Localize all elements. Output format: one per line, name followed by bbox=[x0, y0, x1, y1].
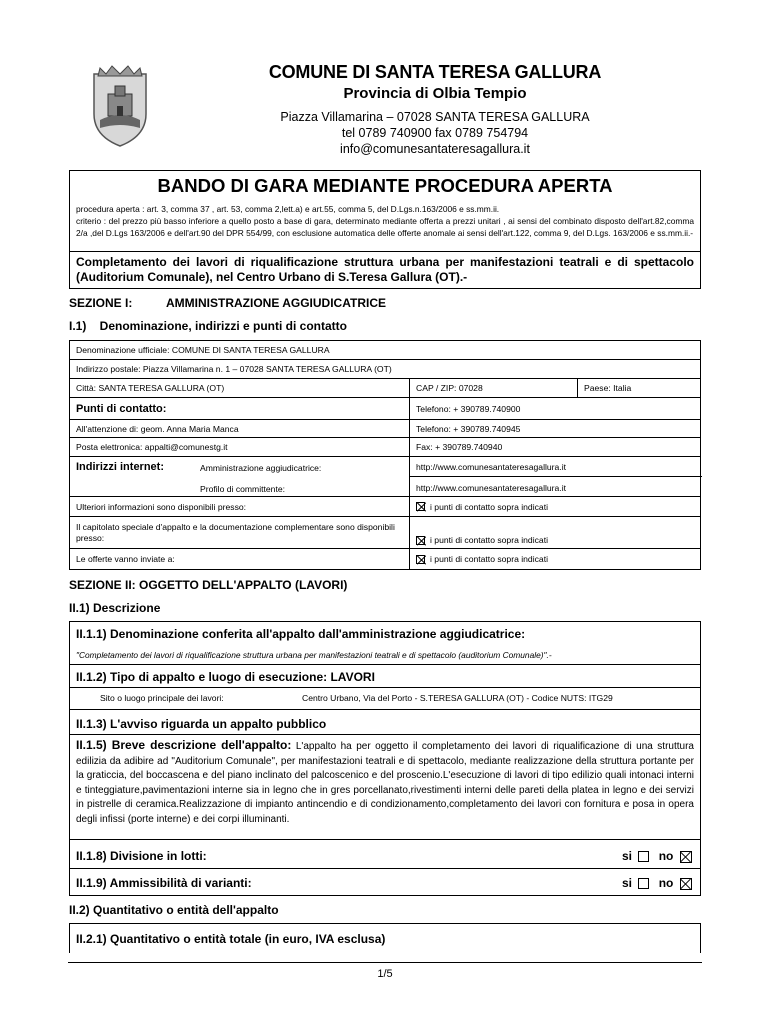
country: Paese: Italia bbox=[584, 383, 632, 393]
ii-1-3-box bbox=[69, 709, 701, 735]
bando-procedure-line: procedura aperta : art. 3, comma 37 , art. 53, comma 2,lett.a) e art.55, comma 5, del D.Lgs.n.163/2006 e ss.mm.ii. bbox=[76, 204, 500, 214]
internet-addresses-label: Indirizzi internet: bbox=[76, 461, 164, 473]
bando-procedure bbox=[76, 203, 694, 239]
postal-address: Indirizzo postale: Piazza Villamarina n. 1 – 07028 SANTA TERESA GALLURA (OT) bbox=[76, 364, 392, 374]
yes-label: si bbox=[622, 876, 633, 890]
bando-criterion-line: criterio : del prezzo più basso inferiore a quello posto a base di gara, determinato mediante offerta a prezzi unitari , ai sensi del combinato disposto dell'art.82,comma 2/a ,del D.Lgs 163/2006 e dell'art.90 del DPR 554/99, con esclusione automatica delle offerte anomale ai sensi dell'art.122, comma 9, del D.Lgs. 163/2006 e ss.mm.ii.- bbox=[76, 216, 694, 238]
ii-1-1-box bbox=[69, 621, 701, 665]
ii-2-1-title: II.2.1) Quantitativo o entità totale (in euro, IVA esclusa) bbox=[76, 932, 386, 946]
table-row bbox=[69, 379, 701, 398]
further-info-cell bbox=[410, 497, 702, 516]
offers-cell bbox=[410, 549, 702, 569]
official-name: Denominazione ufficiale: COMUNE DI SANTA TERESA GALLURA bbox=[76, 345, 330, 355]
section-1-name: AMMINISTRAZIONE AGGIUDICATRICE bbox=[166, 296, 386, 310]
telephone-1: Telefono: + 390789.740900 bbox=[416, 403, 521, 414]
divider bbox=[70, 687, 700, 688]
buyer-profile-label: Profilo di committente: bbox=[200, 484, 286, 494]
yes-label: si bbox=[622, 849, 633, 863]
email-address: Posta elettronica: appalti@comunestg.it bbox=[70, 438, 410, 456]
divider bbox=[410, 476, 702, 477]
documents-value: i punti di contatto sopra indicati bbox=[430, 535, 548, 545]
bando-box bbox=[69, 170, 701, 252]
ii-1-5-text: L'appalto ha per oggetto il completamento dei lavori di riqualificazione di una struttura edilizia da adibire ad "Auditorium Comunale", per manifestazioni teatrali e di spettacolo, mediante realizzazione della struttura portante per la graticcia, del boccascena e del piano inclinato del palcoscenico e del proscenio.L'esecuzione di lavori di tipo edilizio quali intonaci interni e tinteggiature,pavimentazioni interne sia in legno che in gres porcellanato,rivestimenti interni delle pareti della platea in legno e dei servizi in pistrelle di ceramica.Realizzazione di impianto antincendio e di condizionamento,completamento dei lavori con fornitura e posa in opera degli infissi (porte interne) e dei corpi illuminanti. bbox=[76, 741, 694, 825]
no-label: no bbox=[658, 849, 674, 863]
table-row bbox=[69, 517, 701, 549]
yes-checkbox[interactable] bbox=[638, 878, 649, 889]
ii-1-5-title: II.1.5) Breve descrizione dell'appalto: bbox=[76, 738, 292, 752]
table-row bbox=[69, 457, 701, 497]
section-2-2-heading: II.2) Quantitativo o entità dell'appalto bbox=[69, 903, 279, 917]
buyer-profile-url[interactable]: http://www.comunesantateresagallura.it bbox=[416, 483, 566, 493]
checked-box-icon[interactable] bbox=[416, 536, 425, 545]
ii-1-2-label: Sito o luogo principale dei lavori: bbox=[100, 693, 224, 703]
municipality-title: COMUNE DI SANTA TERESA GALLURA bbox=[268, 62, 602, 82]
further-info-value: i punti di contatto sopra indicati bbox=[430, 501, 548, 512]
table-row bbox=[69, 340, 701, 360]
section-1-1-heading: I.1) Denominazione, indirizzi e punti di contatto bbox=[69, 319, 348, 333]
fax-number: Fax: + 390789.740940 bbox=[416, 442, 503, 452]
ii-1-1-text: "Completamento dei lavori di riqualificazione struttura urbana per manifestazioni teatrali e di spettacolo (auditorium Comunale)".- bbox=[76, 650, 552, 660]
footer-divider bbox=[68, 962, 702, 963]
ii-1-8-options bbox=[622, 849, 692, 863]
table-row bbox=[69, 438, 701, 457]
offers-value: i punti di contatto sopra indicati bbox=[430, 554, 548, 564]
no-checkbox-checked[interactable] bbox=[680, 878, 692, 890]
table-row bbox=[69, 360, 701, 379]
yes-checkbox[interactable] bbox=[638, 851, 649, 862]
ii-1-5-content bbox=[76, 738, 694, 828]
ii-1-2-value: Centro Urbano, Via del Porto - S.TERESA GALLURA (OT) - Codice NUTS: ITG29 bbox=[302, 693, 613, 703]
ii-1-9-title: II.1.9) Ammissibilità di varianti: bbox=[76, 876, 252, 890]
province-name: Provincia di Olbia Tempio bbox=[343, 85, 527, 102]
documents-cell bbox=[410, 517, 702, 548]
no-checkbox-checked[interactable] bbox=[680, 851, 692, 863]
city: Città: SANTA TERESA GALLURA (OT) bbox=[70, 379, 410, 397]
page-number: 1/5 bbox=[377, 968, 393, 980]
table-row bbox=[69, 420, 701, 438]
ii-1-2-box bbox=[69, 664, 701, 710]
ii-1-8-title: II.1.8) Divisione in lotti: bbox=[76, 849, 207, 863]
section-2-title: SEZIONE II: OGGETTO DELL'APPALTO (LAVORI) bbox=[69, 578, 348, 592]
table-row bbox=[69, 549, 701, 570]
no-label: no bbox=[658, 876, 674, 890]
checked-box-icon[interactable] bbox=[416, 502, 425, 511]
ii-1-3-title: II.1.3) L'avviso riguarda un appalto pubblico bbox=[76, 717, 327, 731]
bando-title: BANDO DI GARA MEDIANTE PROCEDURA APERTA bbox=[157, 175, 613, 196]
internet-cell bbox=[70, 457, 410, 496]
checked-box-icon[interactable] bbox=[416, 555, 425, 564]
telephone-2: Telefono: + 390789.740945 bbox=[416, 423, 521, 434]
ii-1-8-box bbox=[69, 839, 701, 869]
municipality-email: info@comunesantateresagallura.it bbox=[340, 142, 530, 156]
municipality-address: Piazza Villamarina – 07028 SANTA TERESA GALLURA bbox=[280, 110, 590, 124]
ii-1-5-box bbox=[69, 734, 701, 840]
ii-1-2-title: II.1.2) Tipo di appalto e luogo di esecuzione: LAVORI bbox=[76, 670, 375, 684]
ii-1-9-options bbox=[622, 876, 692, 890]
municipal-crest bbox=[86, 64, 154, 148]
section-2-1-heading: II.1) Descrizione bbox=[69, 601, 161, 615]
attention-of: All'attenzione di: geom. Anna Maria Manca bbox=[70, 420, 410, 437]
contract-object-box bbox=[69, 251, 701, 289]
contract-object: Completamento dei lavori di riqualificazione struttura urbana per manifestazioni teatrali e di spettacolo (Auditorium Comunale), nel Centro Urbano di S.Teresa Gallura (OT).- bbox=[76, 255, 694, 284]
contracting-authority-label: Amministrazione aggiudicatrice: bbox=[200, 463, 322, 473]
documents-label: Il capitolato speciale d'appalto e la documentazione complementare sono disponibili presso: bbox=[70, 517, 410, 548]
postal-code: CAP / ZIP: 07028 bbox=[410, 379, 578, 397]
section-1-label: SEZIONE I: bbox=[69, 296, 133, 310]
table-row bbox=[69, 497, 701, 517]
ii-1-9-box bbox=[69, 868, 701, 896]
ii-1-1-title: II.1.1) Denominazione conferita all'appalto dall'amministrazione aggiudicatrice: bbox=[76, 627, 526, 641]
contracting-authority-url[interactable]: http://www.comunesantateresagallura.it bbox=[416, 462, 566, 472]
further-info-label: Ulteriori informazioni sono disponibili presso: bbox=[70, 497, 410, 516]
ii-2-1-box bbox=[69, 923, 701, 953]
internet-urls-cell bbox=[410, 457, 702, 496]
table-row bbox=[69, 398, 701, 420]
offers-label: Le offerte vanno inviate a: bbox=[70, 549, 410, 569]
municipality-phones: tel 0789 740900 fax 0789 754794 bbox=[341, 126, 529, 140]
contact-table bbox=[69, 340, 701, 572]
contact-points-label: Punti di contatto: bbox=[70, 398, 410, 419]
